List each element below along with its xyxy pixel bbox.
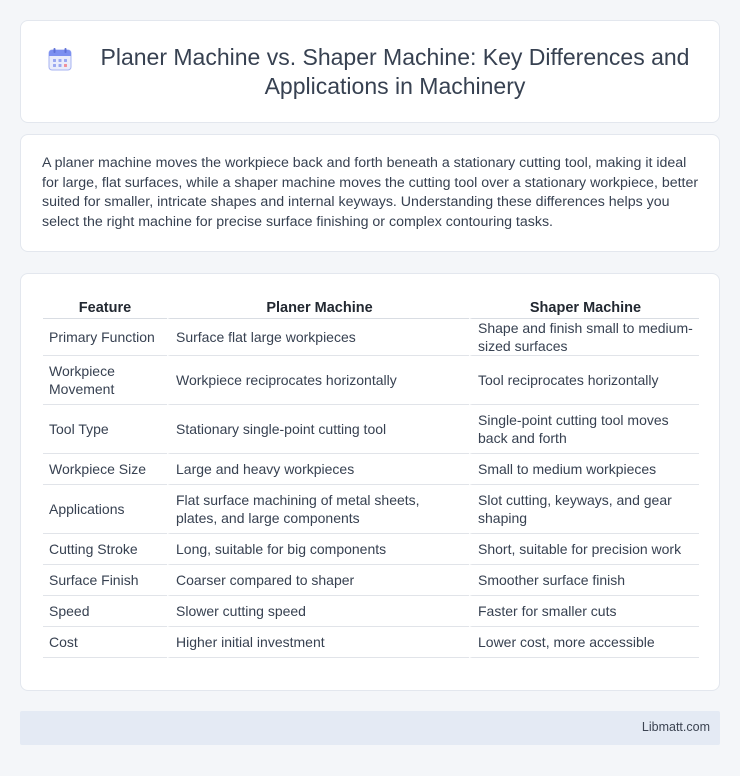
shaper-cell: Shape and finish small to medium-sized surfaces [469, 319, 699, 356]
shaper-cell: Slot cutting, keyways, and gear shaping [469, 485, 699, 534]
planer-cell: Workpiece reciprocates horizontally [167, 356, 469, 405]
comparison-card [20, 273, 720, 691]
planer-cell: Slower cutting speed [167, 596, 469, 627]
intro-paragraph: A planer machine moves the workpiece back and forth beneath a stationary cutting tool, making it ideal for large, flat surfaces, while a shaper machine moves the cutting tool over a stationary workpiece, better suited for smaller, intricate shapes and internal keyways. Understanding these differences helps you select the right machine for precise surface finishing or complex contouring tasks. [42, 155, 699, 230]
table-row [43, 627, 699, 658]
feature-cell: Surface Finish [43, 565, 167, 596]
planer-cell: Long, suitable for big components [167, 534, 469, 565]
feature-cell: Speed [43, 596, 167, 627]
planer-cell: Flat surface machining of metal sheets, plates, and large components [167, 485, 469, 534]
feature-cell: Primary Function [43, 319, 167, 356]
planer-cell: Higher initial investment [167, 627, 469, 658]
planer-cell: Surface flat large workpieces [167, 319, 469, 356]
table-row [43, 596, 699, 627]
title-card [20, 20, 720, 123]
page-title: Planer Machine vs. Shaper Machine: Key Differences and Applications in Machinery [100, 43, 690, 99]
feature-cell: Tool Type [43, 405, 167, 454]
header-shaper: Shaper Machine [469, 290, 699, 319]
table-row [43, 405, 699, 454]
planer-cell: Stationary single-point cutting tool [167, 405, 469, 454]
planer-cell: Large and heavy workpieces [167, 454, 469, 485]
feature-cell: Applications [43, 485, 167, 534]
shaper-cell: Small to medium workpieces [469, 454, 699, 485]
header-feature: Feature [43, 290, 167, 319]
shaper-cell: Faster for smaller cuts [469, 596, 699, 627]
planer-cell: Coarser compared to shaper [167, 565, 469, 596]
shaper-cell: Short, suitable for precision work [469, 534, 699, 565]
intro-card [20, 134, 720, 252]
table-header-row [43, 290, 699, 319]
feature-cell: Workpiece Size [43, 454, 167, 485]
header-planer: Planer Machine [167, 290, 469, 319]
shaper-cell: Tool reciprocates horizontally [469, 356, 699, 405]
table-row [43, 319, 699, 356]
shaper-cell: Smoother surface finish [469, 565, 699, 596]
table-row [43, 454, 699, 485]
footer-site-link[interactable]: Libmatt.com [641, 720, 710, 734]
table-row [43, 534, 699, 565]
footer-bar [20, 711, 720, 745]
table-row [43, 565, 699, 596]
feature-cell: Cost [43, 627, 167, 658]
shaper-cell: Lower cost, more accessible [469, 627, 699, 658]
feature-cell: Cutting Stroke [43, 534, 167, 565]
comparison-table [43, 290, 699, 658]
shaper-cell: Single-point cutting tool moves back and forth [469, 405, 699, 454]
table-row [43, 356, 699, 405]
table-row [43, 485, 699, 534]
feature-cell: Workpiece Movement [43, 356, 167, 405]
